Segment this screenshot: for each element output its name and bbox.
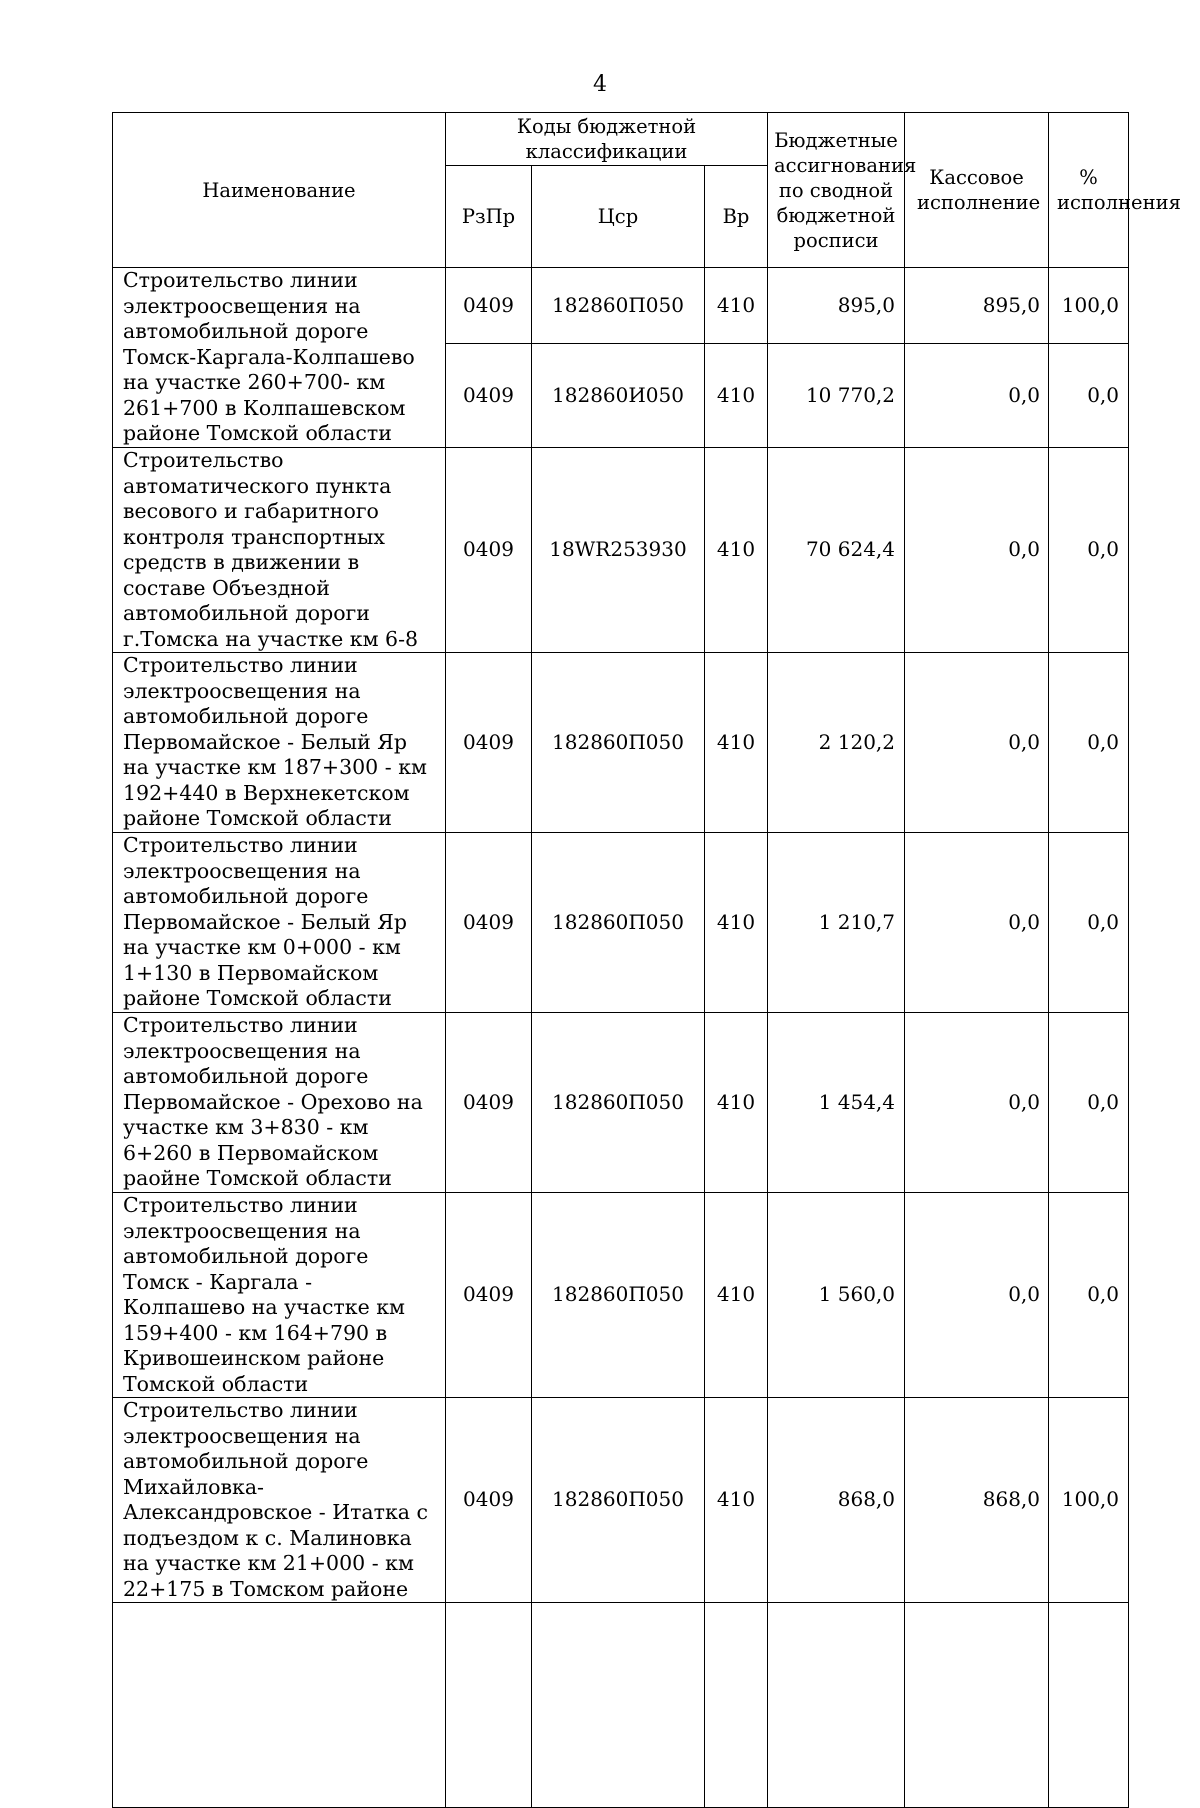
cell-rzpr: 0409: [446, 344, 532, 448]
cell-vr: 410: [705, 268, 768, 344]
cell-vr: 410: [705, 653, 768, 833]
cell-vr: 410: [705, 833, 768, 1013]
cell-percent: 0,0: [1049, 1193, 1129, 1398]
row-name: Строительство линии электроосвещения на автомобильной дороге Первомайское - Орехово на участке км 3+830 - км 6+260 в Первомайском раойне Томской области: [113, 1013, 446, 1193]
cell-cash: 0,0: [905, 833, 1049, 1013]
header-name: Наименование: [113, 113, 446, 268]
row-name: Строительство линии электроосвещения на автомобильной дороге Томск - Каргала - Колпашево на участке км 159+400 - км 164+790 в Кривошеинском районе Томской области: [113, 1193, 446, 1398]
cell-rzpr: 0409: [446, 653, 532, 833]
cell-vr: [705, 1603, 768, 1808]
cell-cash: [905, 1603, 1049, 1808]
row-name: [113, 1603, 446, 1808]
cell-rzpr: 0409: [446, 1398, 532, 1603]
cell-percent: 0,0: [1049, 448, 1129, 653]
header-allocations: Бюджетные ассигнования по сводной бюджетной росписи: [768, 113, 905, 268]
table-row: [113, 448, 1129, 653]
cell-allocation: 10 770,2: [768, 344, 905, 448]
cell-allocation: 70 624,4: [768, 448, 905, 653]
header-rzpr: РзПр: [446, 166, 532, 268]
cell-percent: 0,0: [1049, 1013, 1129, 1193]
cell-cash: 0,0: [905, 1193, 1049, 1398]
cell-rzpr: 0409: [446, 1193, 532, 1398]
table-row: [113, 653, 1129, 833]
cell-csr: 182860П050: [532, 268, 705, 344]
header-vr: Вр: [705, 166, 768, 268]
cell-allocation: 1 560,0: [768, 1193, 905, 1398]
cell-rzpr: 0409: [446, 448, 532, 653]
cell-cash: 868,0: [905, 1398, 1049, 1603]
table-row: [113, 268, 1129, 344]
cell-csr: [532, 1603, 705, 1808]
cell-rzpr: 0409: [446, 833, 532, 1013]
cell-cash: 0,0: [905, 1013, 1049, 1193]
page-number: 4: [593, 72, 607, 97]
cell-percent: 0,0: [1049, 833, 1129, 1013]
cell-percent: 100,0: [1049, 268, 1129, 344]
cell-vr: 410: [705, 448, 768, 653]
table-row: [113, 1398, 1129, 1603]
cell-csr: 18WR253930: [532, 448, 705, 653]
row-name: Строительство линии электроосвещения на автомобильной дороге Первомайское - Белый Яр на участке км 0+000 - км 1+130 в Первомайском районе Томской области: [113, 833, 446, 1013]
cell-csr: 182860П050: [532, 1193, 705, 1398]
row-name: Строительство автоматического пункта весового и габаритного контроля транспортных средств в движении в составе Объездной автомобильной дороги г.Томска на участке км 6-8: [113, 448, 446, 653]
cell-csr: 182860И050: [532, 344, 705, 448]
cell-csr: 182860П050: [532, 833, 705, 1013]
header-csr: Цср: [532, 166, 705, 268]
cell-allocation: 895,0: [768, 268, 905, 344]
table-row: [113, 1013, 1129, 1193]
cell-vr: 410: [705, 1398, 768, 1603]
cell-percent: 0,0: [1049, 344, 1129, 448]
cell-csr: 182860П050: [532, 653, 705, 833]
cell-cash: 0,0: [905, 448, 1049, 653]
table-row: [113, 1193, 1129, 1398]
cell-vr: 410: [705, 1193, 768, 1398]
cell-allocation: 868,0: [768, 1398, 905, 1603]
cell-rzpr: 0409: [446, 268, 532, 344]
cell-allocation: 1 210,7: [768, 833, 905, 1013]
cell-cash: 0,0: [905, 344, 1049, 448]
table-row: [113, 833, 1129, 1013]
cell-vr: 410: [705, 1013, 768, 1193]
row-name: Строительство линии электроосвещения на автомобильной дороге Томск-Каргала-Колпашево на участке 260+700- км 261+700 в Колпашевском районе Томской области: [113, 268, 446, 448]
header-percent: % исполнения: [1049, 113, 1129, 268]
row-name: Строительство линии электроосвещения на автомобильной дороге Первомайское - Белый Яр на участке км 187+300 - км 192+440 в Верхнекетском районе Томской области: [113, 653, 446, 833]
cell-percent: 0,0: [1049, 653, 1129, 833]
cell-percent: 100,0: [1049, 1398, 1129, 1603]
budget-table: [112, 112, 1181, 1808]
cell-rzpr: [446, 1603, 532, 1808]
cell-csr: 182860П050: [532, 1398, 705, 1603]
row-name: Строительство линии электроосвещения на автомобильной дороге Михайловка- Александровское - Итатка с подъездом к с. Малиновка на участке км 21+000 - км 22+175 в Томском районе: [113, 1398, 446, 1603]
cell-allocation: 1 454,4: [768, 1013, 905, 1193]
cell-percent: [1049, 1603, 1129, 1808]
header-cash-execution: Кассовое исполнение: [905, 113, 1049, 268]
cell-rzpr: 0409: [446, 1013, 532, 1193]
cell-cash: 0,0: [905, 653, 1049, 833]
cell-vr: 410: [705, 344, 768, 448]
cell-cash: 895,0: [905, 268, 1049, 344]
table-row: [113, 1603, 1129, 1808]
cell-allocation: 2 120,2: [768, 653, 905, 833]
cell-csr: 182860П050: [532, 1013, 705, 1193]
cell-allocation: [768, 1603, 905, 1808]
header-budget-codes: Коды бюджетной классификации: [446, 113, 768, 166]
